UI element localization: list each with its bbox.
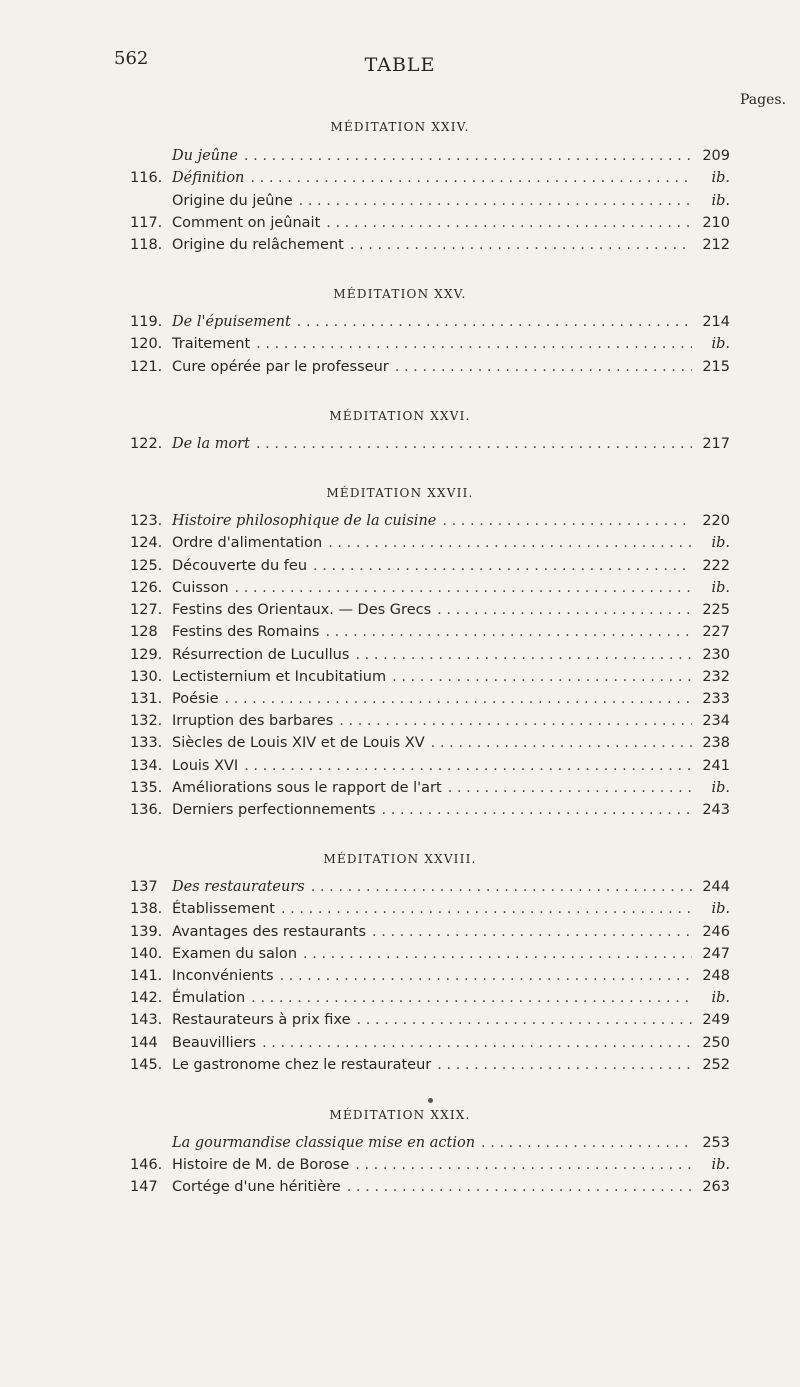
entry-title: Irruption des barbares xyxy=(172,713,334,729)
entry-page: 222 xyxy=(702,558,730,574)
toc-entry xyxy=(130,1157,730,1179)
entry-number: 147 xyxy=(130,1179,158,1195)
entry-page: 247 xyxy=(702,946,730,962)
entry-title: Améliorations sous le rapport de l'art xyxy=(172,780,442,796)
entry-title: Le gastronome chez le restaurateur xyxy=(172,1057,432,1073)
entry-page: 214 xyxy=(702,314,730,330)
entry-title: Origine du jeûne xyxy=(172,193,293,209)
entry-number: 120. xyxy=(130,336,163,352)
entry-number: 133. xyxy=(130,735,163,751)
pages-column-label: Pages. xyxy=(740,92,787,108)
entry-number: 137 xyxy=(130,879,158,895)
entry-title: Origine du relâchement xyxy=(172,237,344,253)
entry-page: ib. xyxy=(711,580,730,596)
entry-page: 234 xyxy=(702,713,730,729)
entry-title: Histoire philosophique de la cuisine xyxy=(172,513,437,529)
entry-number: 144 xyxy=(130,1035,158,1051)
entry-number: 134. xyxy=(130,758,163,774)
dot-leader xyxy=(350,237,692,253)
entry-title: Cortége d'une héritière xyxy=(172,1179,341,1195)
toc-entry xyxy=(130,580,730,602)
toc-entry xyxy=(130,513,730,535)
entry-number: 127. xyxy=(130,602,163,618)
entry-page: ib. xyxy=(711,535,730,551)
entry-number: 140. xyxy=(130,946,163,962)
entry-number: 129. xyxy=(130,647,163,663)
toc-entry xyxy=(130,924,730,946)
entry-number: 116. xyxy=(130,170,163,186)
meditation-heading: MÉDITATION XXVI. xyxy=(329,409,471,423)
dot-leader xyxy=(437,602,692,618)
toc-entry xyxy=(130,1057,730,1079)
entry-title: Résurrection de Lucullus xyxy=(172,647,350,663)
entry-number: 139. xyxy=(130,924,163,940)
toc-entry xyxy=(130,669,730,691)
toc-entry xyxy=(130,735,730,757)
entry-number: 138. xyxy=(130,901,163,917)
dot-leader xyxy=(280,968,692,984)
entry-title: Ordre d'alimentation xyxy=(172,535,323,551)
entry-page: 241 xyxy=(702,758,730,774)
entry-page: 250 xyxy=(702,1035,730,1051)
dot-leader xyxy=(431,735,692,751)
toc-entry xyxy=(130,968,730,990)
dot-leader xyxy=(355,647,692,663)
entry-title: Lectisternium et Incubitatium xyxy=(172,669,387,685)
toc-entry xyxy=(130,758,730,780)
entry-number: 132. xyxy=(130,713,163,729)
entry-number: 122. xyxy=(130,436,163,452)
toc-entry xyxy=(130,237,730,259)
entry-page: 244 xyxy=(702,879,730,895)
entry-title: De la mort xyxy=(172,436,250,452)
toc-entry xyxy=(130,215,730,237)
entry-page: 209 xyxy=(702,148,730,164)
toc-entry xyxy=(130,713,730,735)
entry-page: 246 xyxy=(702,924,730,940)
toc-entry xyxy=(130,901,730,923)
entry-page: 232 xyxy=(702,669,730,685)
entry-page: 220 xyxy=(702,513,730,529)
entry-title: Histoire de M. de Borose xyxy=(172,1157,350,1173)
entry-title: Festins des Romains xyxy=(172,624,320,640)
toc-entry xyxy=(130,946,730,968)
toc-entry xyxy=(130,647,730,669)
dot-leader xyxy=(442,513,692,529)
toc-entry xyxy=(130,558,730,580)
dot-leader xyxy=(339,713,692,729)
dot-leader xyxy=(392,669,692,685)
entry-title: Cuisson xyxy=(172,580,229,596)
entry-number: 131. xyxy=(130,691,163,707)
entry-number: 126. xyxy=(130,580,163,596)
entry-title: Louis XVI xyxy=(172,758,239,774)
dot-leader xyxy=(250,170,692,186)
entry-number: 146. xyxy=(130,1157,163,1173)
entry-title: Restaurateurs à prix fixe xyxy=(172,1012,351,1028)
dot-leader xyxy=(244,148,692,164)
toc-entry xyxy=(130,1135,730,1157)
entry-title: Découverte du feu xyxy=(172,558,308,574)
dot-leader xyxy=(311,879,692,895)
entry-page: 243 xyxy=(702,802,730,818)
entry-number: 125. xyxy=(130,558,163,574)
entry-page: 248 xyxy=(702,968,730,984)
meditation-heading: MÉDITATION XXIV. xyxy=(330,120,470,134)
entry-title: Beauvilliers xyxy=(172,1035,257,1051)
dot-leader xyxy=(244,758,692,774)
toc-entry xyxy=(130,359,730,381)
toc-entry xyxy=(130,314,730,336)
entry-number: 135. xyxy=(130,780,163,796)
toc-entry xyxy=(130,436,730,458)
dot-leader xyxy=(303,946,692,962)
entry-title: La gourmandise classique mise en action xyxy=(172,1135,476,1151)
dot-leader xyxy=(355,1157,692,1173)
entry-page: 217 xyxy=(702,436,730,452)
dot-leader xyxy=(481,1135,692,1151)
entry-title: De l'épuisement xyxy=(172,314,291,330)
toc-entry xyxy=(130,802,730,824)
entry-page: 227 xyxy=(702,624,730,640)
entry-page: ib. xyxy=(711,170,730,186)
entry-page: 230 xyxy=(702,647,730,663)
entry-title: Cure opérée par le professeur xyxy=(172,359,389,375)
page-title: TABLE xyxy=(364,54,436,76)
entry-title: Établissement xyxy=(172,901,275,917)
dot-leader xyxy=(256,336,692,352)
entry-page: 215 xyxy=(702,359,730,375)
entry-page: 210 xyxy=(702,215,730,231)
entry-number: 124. xyxy=(130,535,163,551)
dot-leader xyxy=(347,1179,692,1195)
meditation-heading: MÉDITATION XXV. xyxy=(333,287,467,301)
toc-entry xyxy=(130,1179,730,1201)
dot-leader xyxy=(297,314,692,330)
entry-page: 263 xyxy=(702,1179,730,1195)
entry-page: ib. xyxy=(711,193,730,209)
dot-leader xyxy=(326,215,692,231)
toc-entry xyxy=(130,691,730,713)
dot-leader xyxy=(357,1012,693,1028)
ink-mark xyxy=(428,1098,433,1103)
dot-leader xyxy=(325,624,692,640)
entry-number: 117. xyxy=(130,215,163,231)
entry-number: 145. xyxy=(130,1057,163,1073)
dot-leader xyxy=(437,1057,692,1073)
entry-page: 225 xyxy=(702,602,730,618)
entry-number: 130. xyxy=(130,669,163,685)
entry-page: 233 xyxy=(702,691,730,707)
entry-page: 212 xyxy=(702,237,730,253)
toc-entry xyxy=(130,879,730,901)
toc-entry xyxy=(130,148,730,170)
dot-leader xyxy=(225,691,692,707)
dot-leader xyxy=(328,535,692,551)
dot-leader xyxy=(395,359,692,375)
toc-entry xyxy=(130,336,730,358)
entry-title: Poésie xyxy=(172,691,219,707)
entry-title: Examen du salon xyxy=(172,946,298,962)
entry-number: 118. xyxy=(130,237,163,253)
entry-title: Des restaurateurs xyxy=(172,879,305,895)
dot-leader xyxy=(382,802,692,818)
entry-number: 119. xyxy=(130,314,163,330)
toc-entry xyxy=(130,535,730,557)
entry-title: Derniers perfectionnements xyxy=(172,802,376,818)
entry-title: Comment on jeûnait xyxy=(172,215,321,231)
meditation-heading: MÉDITATION XXVII. xyxy=(326,486,474,500)
page-number: 562 xyxy=(114,48,149,69)
entry-page: ib. xyxy=(711,1157,730,1173)
entry-page: ib. xyxy=(711,336,730,352)
entry-page: ib. xyxy=(711,901,730,917)
toc-entry xyxy=(130,1012,730,1034)
dot-leader xyxy=(313,558,692,574)
entry-page: 253 xyxy=(702,1135,730,1151)
entry-number: 141. xyxy=(130,968,163,984)
dot-leader xyxy=(448,780,692,796)
toc-entry xyxy=(130,170,730,192)
entry-page: 238 xyxy=(702,735,730,751)
dot-leader xyxy=(251,990,692,1006)
toc-entry xyxy=(130,602,730,624)
entry-title: Inconvénients xyxy=(172,968,274,984)
toc-entry xyxy=(130,193,730,215)
dot-leader xyxy=(372,924,692,940)
dot-leader xyxy=(281,901,692,917)
dot-leader xyxy=(235,580,692,596)
entry-title: Siècles de Louis XIV et de Louis XV xyxy=(172,735,425,751)
entry-page: ib. xyxy=(711,780,730,796)
dot-leader xyxy=(299,193,692,209)
entry-number: 128 xyxy=(130,624,158,640)
entry-title: Du jeûne xyxy=(172,148,238,164)
entry-title: Traitement xyxy=(172,336,251,352)
entry-title: Avantages des restaurants xyxy=(172,924,367,940)
entry-title: Émulation xyxy=(172,990,246,1006)
entry-page: 249 xyxy=(702,1012,730,1028)
entry-number: 121. xyxy=(130,359,163,375)
meditation-heading: MÉDITATION XXVIII. xyxy=(323,852,477,866)
entry-title: Festins des Orientaux. — Des Grecs xyxy=(172,602,432,618)
entry-title: Définition xyxy=(172,170,245,186)
dot-leader xyxy=(262,1035,692,1051)
toc-entry xyxy=(130,1035,730,1057)
toc-entry xyxy=(130,624,730,646)
entry-number: 136. xyxy=(130,802,163,818)
toc-entry xyxy=(130,780,730,802)
entry-page: ib. xyxy=(711,990,730,1006)
entry-number: 123. xyxy=(130,513,163,529)
meditation-heading: MÉDITATION XXIX. xyxy=(329,1108,471,1122)
entry-number: 143. xyxy=(130,1012,163,1028)
toc-entry xyxy=(130,990,730,1012)
dot-leader xyxy=(256,436,692,452)
entry-number: 142. xyxy=(130,990,163,1006)
entry-page: 252 xyxy=(702,1057,730,1073)
